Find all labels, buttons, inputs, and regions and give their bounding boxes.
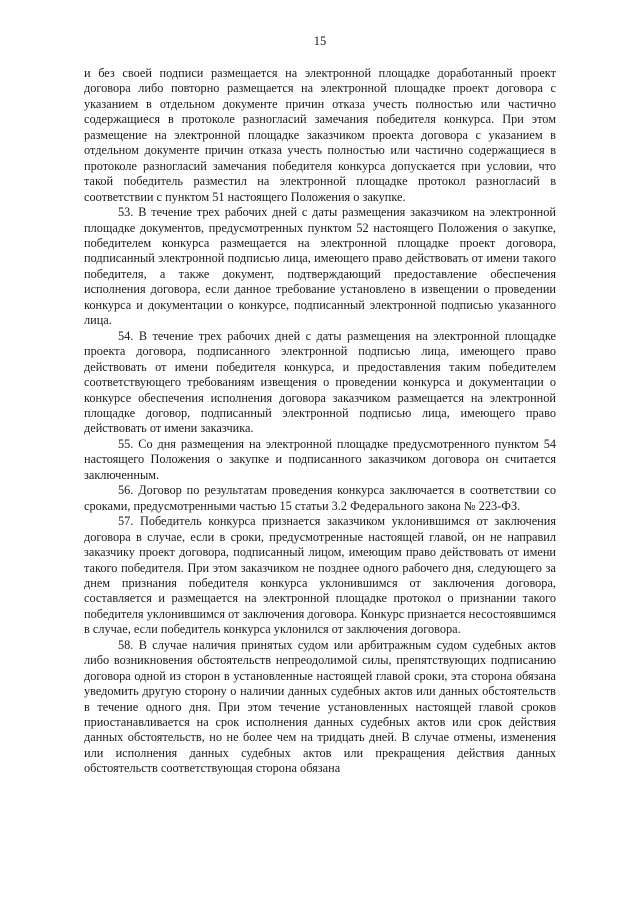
paragraph-54: 54. В течение трех рабочих дней с даты размещения на электронной площадке проекта договора, подписанного электронной подписью лица, имеющего право действовать от имени победителя конкурса, и предоставления таким победителем соответствующего требованиям извещения о проведении конкурса и документации о конкурсе обеспечения исполнения договора заказчиком размещается на электронной площадке договор, подписанный электронной подписью лица, имеющего право действовать от имени заказчика. [84, 328, 556, 436]
paragraph-57: 57. Победитель конкурса признается заказчиком уклонившимся от заключения договора в случае, если в сроки, предусмотренные настоящей главой, он не направил заказчику проект договора, подписанный лицом, имеющим право действовать от имени такого победителя. При этом заказчиком не позднее одного рабочего дня, следующего за днем признания победителя конкурса уклонившимся от заключения договора, составляется и размещается на электронной площадке протокол о признании такого победителя уклонившимся от заключения договора. Конкурс признается несостоявшимся в случае, если победитель конкурса уклонился от заключения договора. [84, 514, 556, 637]
paragraph-58: 58. В случае наличия принятых судом или арбитражным судом судебных актов либо возникновения обстоятельств непреодолимой силы, препятствующих подписанию договора одной из сторон в установленные настоящей главой сроки, эта сторона обязана уведомить другую сторону о наличии данных судебных актов или данных обстоятельств в течение одного дня. При этом течение установленных настоящей главой сроков приостанавливается на срок исполнения данных судебных актов или срок действия данных обстоятельств, но не более чем на тридцать дней. В случае отмены, изменения или исполнения данных судебных актов или прекращения действия данных обстоятельств соответствующая сторона обязана [84, 637, 556, 776]
paragraph-continuation: и без своей подписи размещается на электронной площадке доработанный проект договора либо повторно размещается на электронной площадке проект договора с указанием в отдельном документе причин отказа учесть полностью или частично содержащиеся в протоколе разногласий замечания победителя конкурса. При этом размещение на электронной площадке заказчиком проекта договора с указанием в отдельном документе причин отказа учесть полностью или частично содержащиеся в протоколе разногласий замечания победителя конкурса допускается при условии, что такой победитель разместил на электронной площадке протокол разногласий в соответствии с пунктом 51 настоящего Положения о закупке. [84, 66, 556, 204]
paragraph-56: 56. Договор по результатам проведения конкурса заключается в соответствии со сроками, предусмотренными частью 15 статьи 3.2 Федерального закона № 223-ФЗ. [84, 483, 556, 513]
paragraph-55: 55. Со дня размещения на электронной площадке предусмотренного пунктом 54 настоящего Положения о закупке и подписанного заказчиком договора он считается заключенным. [84, 436, 556, 482]
paragraph-53: 53. В течение трех рабочих дней с даты размещения заказчиком на электронной площадке документов, предусмотренных пунктом 52 настоящего Положения о закупке, победителем конкурса размещается на электронной площадке проект договора, подписанный электронной подписью лица, имеющего право действовать от имени такого победителя, а также документ, подтверждающий предоставление обеспечения исполнения договора, если данное требование установлено в извещении о проведении конкурса и документации о конкурсе, подписанный электронной подписью указанного лица. [84, 205, 556, 328]
document-body [84, 66, 556, 777]
page-number: 15 [313, 34, 327, 48]
